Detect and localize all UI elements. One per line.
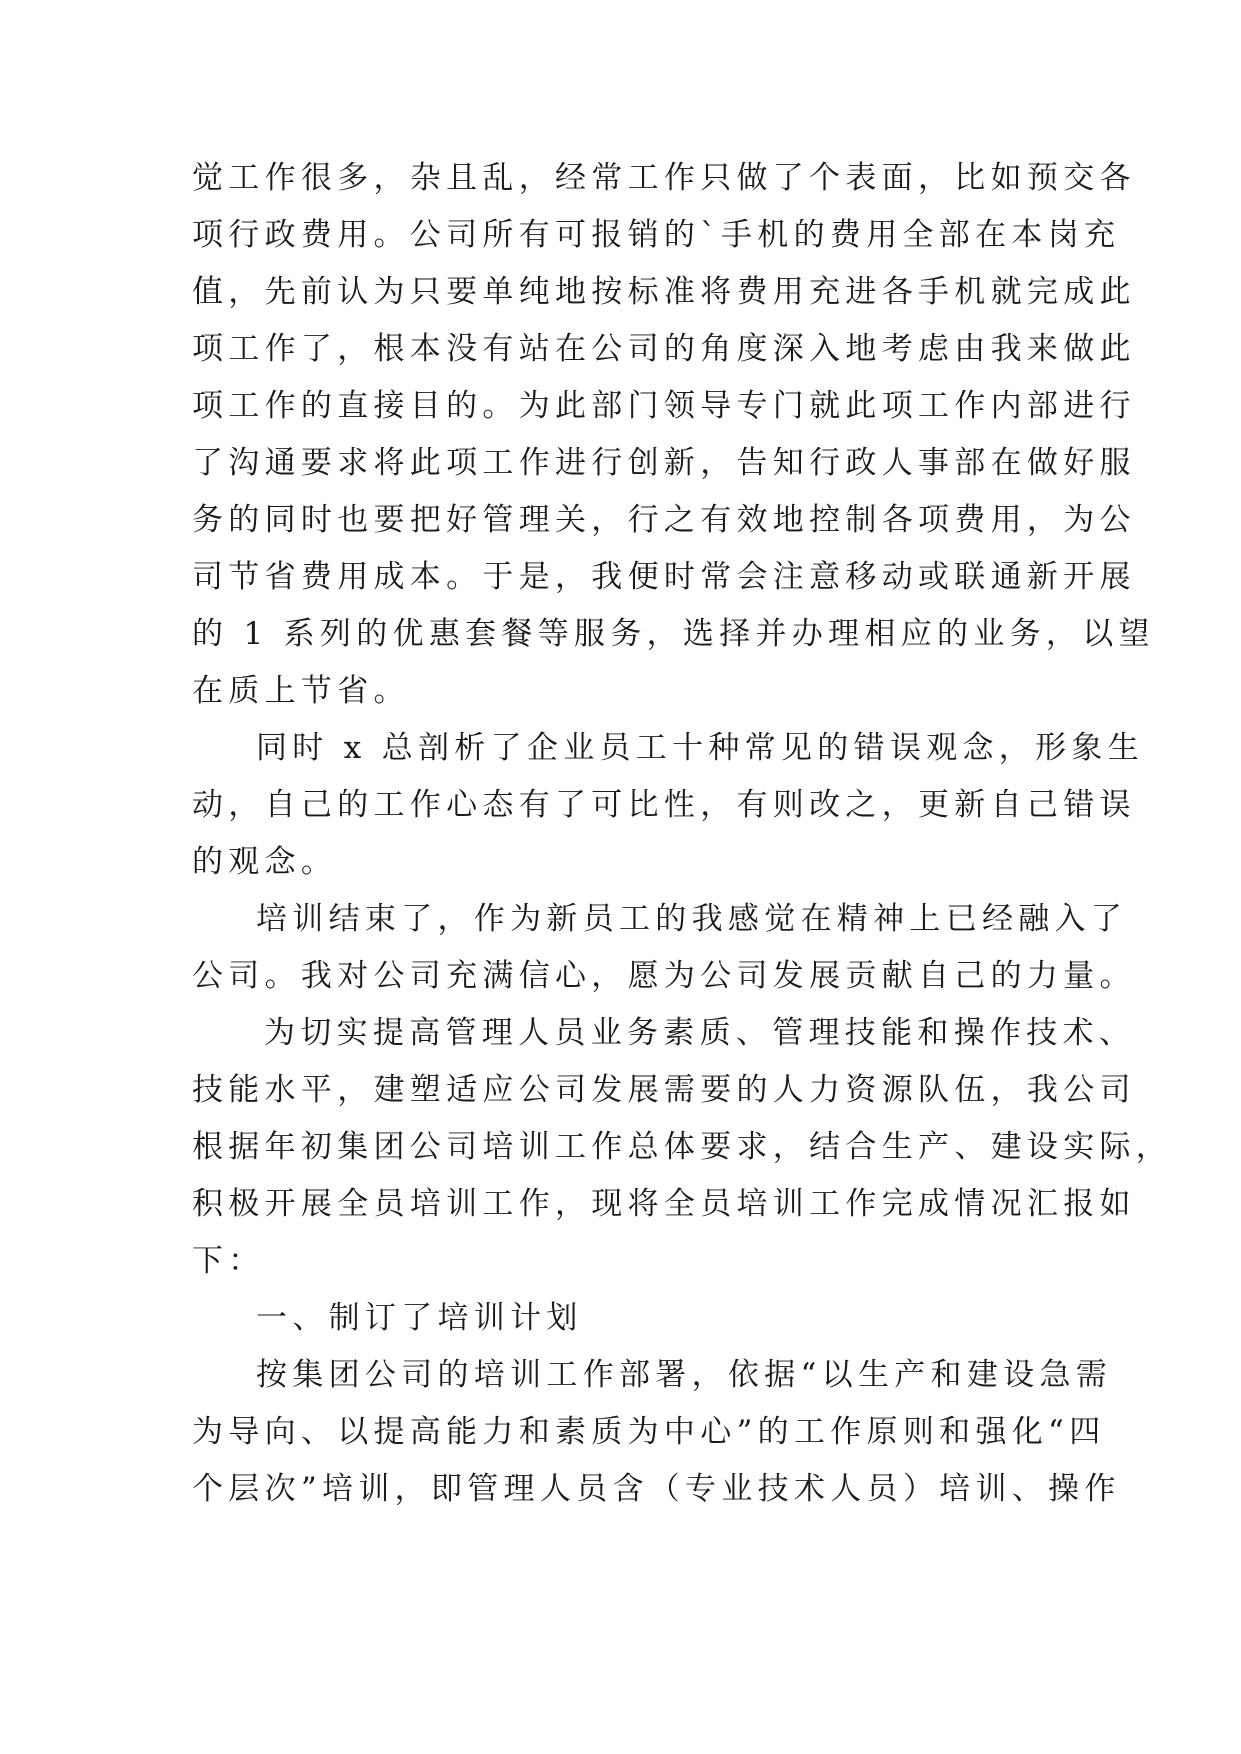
- text-line: 个层次”培训，即管理人员含（专业技术人员）培训、操作: [192, 1471, 1121, 1507]
- text-line: 值，先前认为只要单纯地按标准将费用充进各手机就完成此: [192, 274, 1136, 310]
- text-line: 的 1 系列的优惠套餐等服务，选择并办理相应的业务，以望: [192, 616, 1155, 652]
- text-line: 根据年初集团公司培训工作总体要求，结合生产、建设实际，: [192, 1129, 1173, 1165]
- text-line: 项工作了，根本没有站在公司的角度深入地考虑由我来做此: [192, 331, 1136, 367]
- text-line: 为导向、以提高能力和素质为中心”的工作原则和强化“四: [192, 1414, 1106, 1450]
- text-line: 培训结束了，作为新员工的我感觉在精神上已经融入了: [256, 901, 1128, 937]
- text-line: 积极开展全员培训工作，现将全员培训工作完成情况汇报如: [192, 1186, 1136, 1222]
- text-line: 觉工作很多，杂且乱，经常工作只做了个表面，比如预交各: [192, 160, 1136, 196]
- text-line: 项行政费用。公司所有可报销的`手机的费用全部在本岗充: [192, 217, 1121, 253]
- text-line: 同时 x 总剖析了企业员工十种常见的错误观念，形象生: [256, 730, 1144, 766]
- text-line: 按集团公司的培训工作部署，依据“以生产和建设急需: [256, 1357, 1113, 1393]
- text-line: 技能水平，建塑适应公司发展需要的人力资源队伍，我公司: [192, 1072, 1136, 1108]
- text-line: 司节省费用成本。于是，我便时常会注意移动或联通新开展: [192, 559, 1136, 595]
- text-line: 公司。我对公司充满信心，愿为公司发展贡献自己的力量。: [192, 958, 1136, 994]
- text-line: 的观念。: [192, 844, 338, 880]
- text-line: 动，自己的工作心态有了可比性，有则改之，更新自己错误: [192, 787, 1136, 823]
- text-line: 了沟通要求将此项工作进行创新，告知行政人事部在做好服: [192, 445, 1136, 481]
- section-heading: 一、制订了培训计划: [256, 1300, 583, 1336]
- text-line: 项工作的直接目的。为此部门领导专门就此项工作内部进行: [192, 388, 1136, 424]
- text-line: 务的同时也要把好管理关，行之有效地控制各项费用，为公: [192, 502, 1136, 538]
- text-line: 为切实提高管理人员业务素质、管理技能和操作技术、: [264, 1015, 1136, 1051]
- text-line: 下：: [192, 1243, 265, 1279]
- text-line: 在质上节省。: [192, 673, 410, 709]
